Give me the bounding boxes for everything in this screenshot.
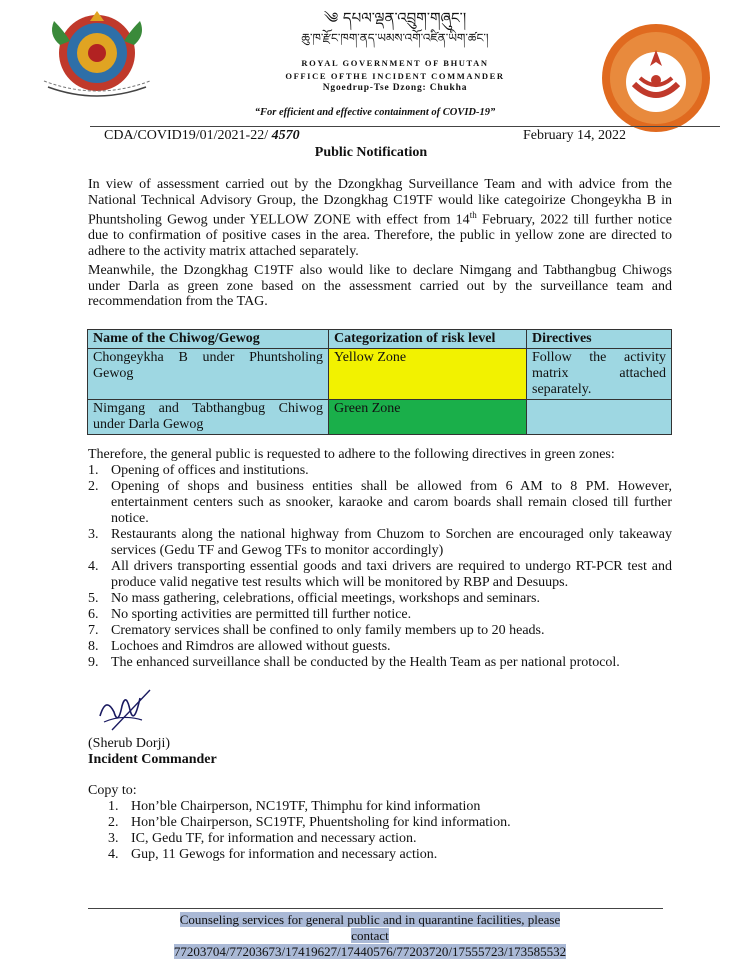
list-item-text: Gup, 11 Gewogs for information and necessary action. — [131, 847, 438, 862]
office-location: Ngoedrup-Tse Dzong: Chukha — [322, 83, 468, 93]
chiwog-name: Chongeykha B under Phuntsholing Gewog — [88, 349, 329, 400]
directive: Follow the activity matrix attached separately. — [527, 349, 672, 400]
document-title: Public Notification — [314, 145, 428, 160]
list-item-text: Lochoes and Rimdros are allowed without guests. — [111, 639, 391, 654]
copy-to-list — [88, 799, 511, 863]
paragraph-1-text-cont: February, 2022 till further notice due to confirmation of positive cases in the area. Therefore, the public in yellow zone are directed to adhere to the activity matrix attached separately. — [88, 212, 673, 259]
table-header: Directives — [527, 330, 672, 349]
motto: “For efficient and effective containment of COVID-19” — [254, 107, 496, 118]
paragraph-2: Meanwhile, the Dzongkhag C19TF also would like to declare Nimgang and Tabthangbug Chiwogs under Darla as green zone based on the assessment carried out by the surveillance team and recommendation from the TAG. — [88, 263, 672, 309]
paragraph-1-text: In view of assessment carried out by the Dzongkhag Surveillance Team and with advice from the National Technical Advisory Group, the Dzongkhag C19TF would like categoirize Chongeykha B in Phuntsholing Gewog under YELLOW ZONE with effect from 14 — [88, 177, 672, 228]
table-header-row — [88, 330, 672, 349]
footer-divider — [88, 908, 663, 909]
list-item-text: Restaurants along the national highway from Chuzom to Sorchen are encouraged only takeaway services (Gedu TF and Gewog TFs to monitor accordingly) — [111, 527, 672, 558]
list-item: 1. Opening of offices and institutions. — [88, 463, 309, 478]
reference-prefix: CDA/COVID19/01/2021-22/ — [104, 128, 269, 143]
paragraph-1 — [88, 177, 672, 259]
copy-to-section — [88, 783, 511, 863]
chiwog-name: Nimgang and Tabthangbug Chiwog under Darla Gewog — [88, 400, 329, 435]
table-row — [88, 400, 672, 435]
list-item-text: IC, Gedu TF, for information and necessary action. — [131, 831, 417, 846]
reference-id: 4570 — [271, 128, 300, 143]
zone-table — [87, 329, 672, 435]
risk-level: Green Zone — [329, 400, 527, 435]
directives-list — [88, 463, 672, 671]
royal-emblem-logo — [30, 5, 165, 110]
list-item: 2. Opening of shops and business entities shall be allowed from 6 AM to 8 PM. However, entertainment centers such as snooker, karaoke and carom boards shall remain closed till further notice. — [88, 479, 672, 526]
list-item-text: The enhanced surveillance shall be conducted by the Health Team as per national protocol. — [111, 655, 620, 670]
office-name: OFFICE OFTHE INCIDENT COMMANDER — [285, 71, 505, 81]
header-divider — [90, 126, 720, 127]
table-header: Categorization of risk level — [329, 330, 527, 349]
list-item: 7. Crematory services shall be confined to only family members up to 20 heads. — [88, 623, 545, 638]
list-item-text: Hon’ble Chairperson, NC19TF, Thimphu for kind information — [131, 799, 481, 814]
list-item: 9. The enhanced surveillance shall be conducted by the Health Team as per national protocol. — [88, 655, 620, 670]
footer-line-1: Counseling services for general public and in quarantine facilities, please contact — [179, 912, 561, 943]
list-item: 3. IC, Gedu TF, for information and necessary action. — [108, 831, 417, 846]
list-item-text: All drivers transporting essential goods and taxi drivers are required to undergo RT-PCR test and produce valid negative test results which will be monitored by RBP and Desuups. — [111, 559, 672, 590]
list-item: 6. No sporting activities are permitted till further notice. — [88, 607, 412, 622]
tibetan-line-2: ཆུ་ཁ་རྫོང་ཁག་ནད་ཡམས་འགོ་འཛིན་ཡིག་ཚང་། — [301, 31, 489, 45]
table-row — [88, 349, 672, 400]
list-item-text: Opening of offices and institutions. — [111, 463, 309, 478]
list-item: 5. No mass gathering, celebrations, official meetings, workshops and seminars. — [88, 591, 540, 606]
list-item: 4. Gup, 11 Gewogs for information and necessary action. — [108, 847, 438, 862]
directives-section — [88, 447, 672, 671]
superscript: th — [469, 210, 477, 220]
table-header: Name of the Chiwog/Gewog — [88, 330, 329, 349]
covid-taskforce-emblem — [600, 22, 712, 134]
footer-contact — [160, 912, 580, 960]
copy-to-label: Copy to: — [88, 783, 137, 798]
list-item: 4. All drivers transporting essential goods and taxi drivers are required to undergo RT-PCR test and produce valid negative test results which will be monitored by RBP and Desuups. — [88, 559, 672, 590]
list-item: 1. Hon’ble Chairperson, NC19TF, Thimphu for kind information — [108, 799, 481, 814]
list-item-text: Hon’ble Chairperson, SC19TF, Phuentsholing for kind information. — [131, 815, 511, 830]
signatory-name: (Sherub Dorji) — [88, 736, 171, 751]
list-item: 8. Lochoes and Rimdros are allowed without guests. — [88, 639, 391, 654]
list-item-text: No sporting activities are permitted till further notice. — [111, 607, 412, 622]
directives-intro: Therefore, the general public is requested to adhere to the following directives in green zones: — [88, 447, 615, 462]
signature — [92, 686, 158, 736]
tibetan-line-1: ༄ དཔལ་ལྡན་འབྲུག་གཞུང་། — [323, 9, 467, 27]
footer-phone-numbers: 77203704/77203673/17419627/17440576/77203720/17555723/173585532 — [173, 944, 567, 959]
list-item-text: Opening of shops and business entities shall be allowed from 6 AM to 8 PM. However, entertainment centers such as snooker, karaoke and carom boards shall remain closed till further notice. — [111, 479, 672, 526]
list-item: 3. Restaurants along the national highway from Chuzom to Sorchen are encouraged only takeaway services (Gedu TF and Gewog TFs to monitor accordingly) — [88, 527, 672, 558]
signatory-title: Incident Commander — [88, 752, 217, 767]
risk-level: Yellow Zone — [329, 349, 527, 400]
directive — [527, 400, 672, 435]
reference-number — [104, 128, 300, 144]
list-item: 2. Hon’ble Chairperson, SC19TF, Phuentsholing for kind information. — [108, 815, 511, 830]
list-item-text: Crematory services shall be confined to only family members up to 20 heads. — [111, 623, 545, 638]
list-item-text: No mass gathering, celebrations, official meetings, workshops and seminars. — [111, 591, 540, 606]
org-name: ROYAL GOVERNMENT OF BHUTAN — [301, 58, 489, 68]
letter-date: February 14, 2022 — [523, 128, 627, 143]
signatory-block — [88, 736, 217, 768]
header-tibetan — [250, 8, 540, 48]
